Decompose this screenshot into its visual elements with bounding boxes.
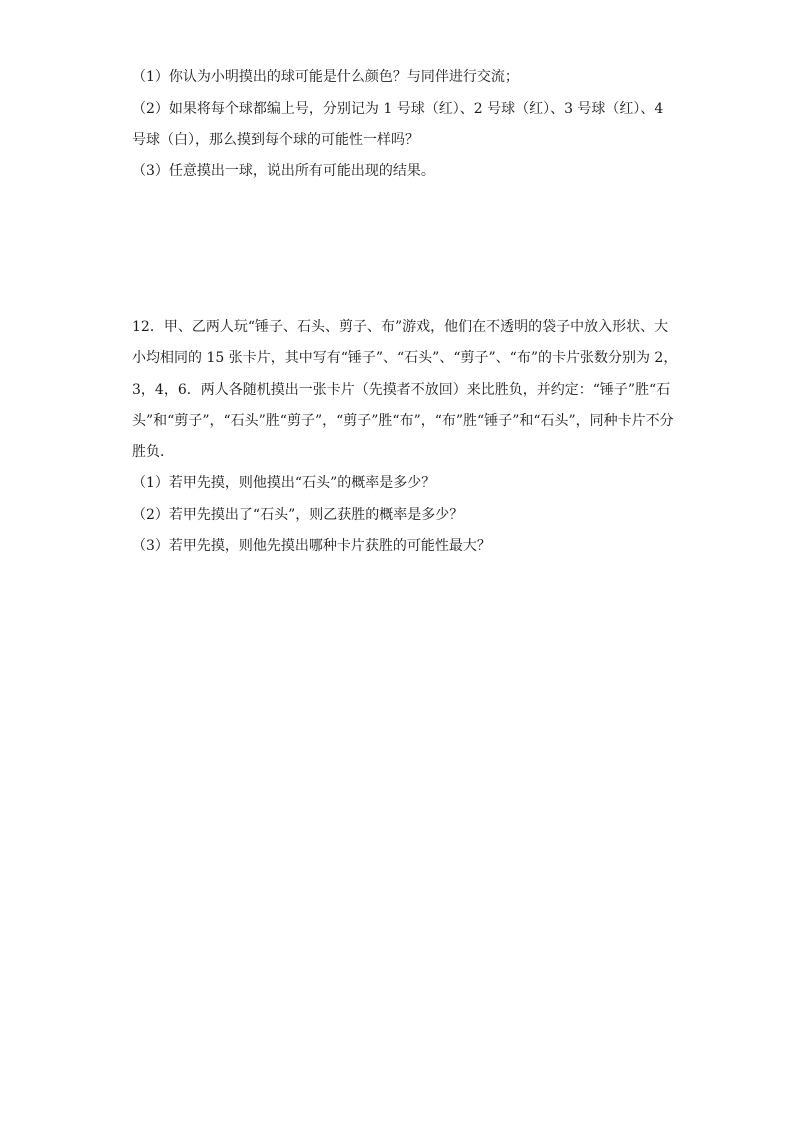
problem12-stem-line1: 12．甲、乙两人玩“锤子、石头、剪子、布”游戏，他们在不透明的袋子中放入形状、大 [132,319,669,335]
problem12-stem-line4: 头”和“剪子”，“石头”胜“剪子”，“剪子”胜“布”，“布”胜“锤子”和“石头”，同种卡片不分 [132,413,674,429]
problem12-question-2: （2）若甲先摸出了“石头”，则乙获胜的概率是多少？ [132,507,464,523]
problem12-stem-line5: 胜负． [132,444,174,460]
problem12-stem-line3: 3，4，6．两人各随机摸出一张卡片（先摸者不放回）来比胜负，并约定：“锤子”胜“石 [132,382,671,398]
problem12-stem-line2: 小均相同的 15 张卡片，其中写有“锤子”、“石头”、“剪子”、“布”的卡片张数分别为 2， [132,350,678,366]
problem11-question-2-line1: （2）如果将每个球都编上号，分别记为 1 号球（红）、2 号球（红）、3 号球（红）、4 [132,101,664,117]
problem12-question-1: （1）若甲先摸，则他摸出“石头”的概率是多少？ [132,475,436,491]
problem11-question-3: （3）任意摸出一球，说出所有可能出现的结果。 [132,163,435,179]
problem12-question-3: （3）若甲先摸，则他先摸出哪种卡片获胜的可能性最大？ [132,538,491,554]
problem11-question-1: （1）你认为小明摸出的球可能是什么颜色？与同伴进行交流； [132,69,519,85]
problem11-question-2-line2: 号球（白），那么摸到每个球的可能性一样吗？ [132,132,419,148]
